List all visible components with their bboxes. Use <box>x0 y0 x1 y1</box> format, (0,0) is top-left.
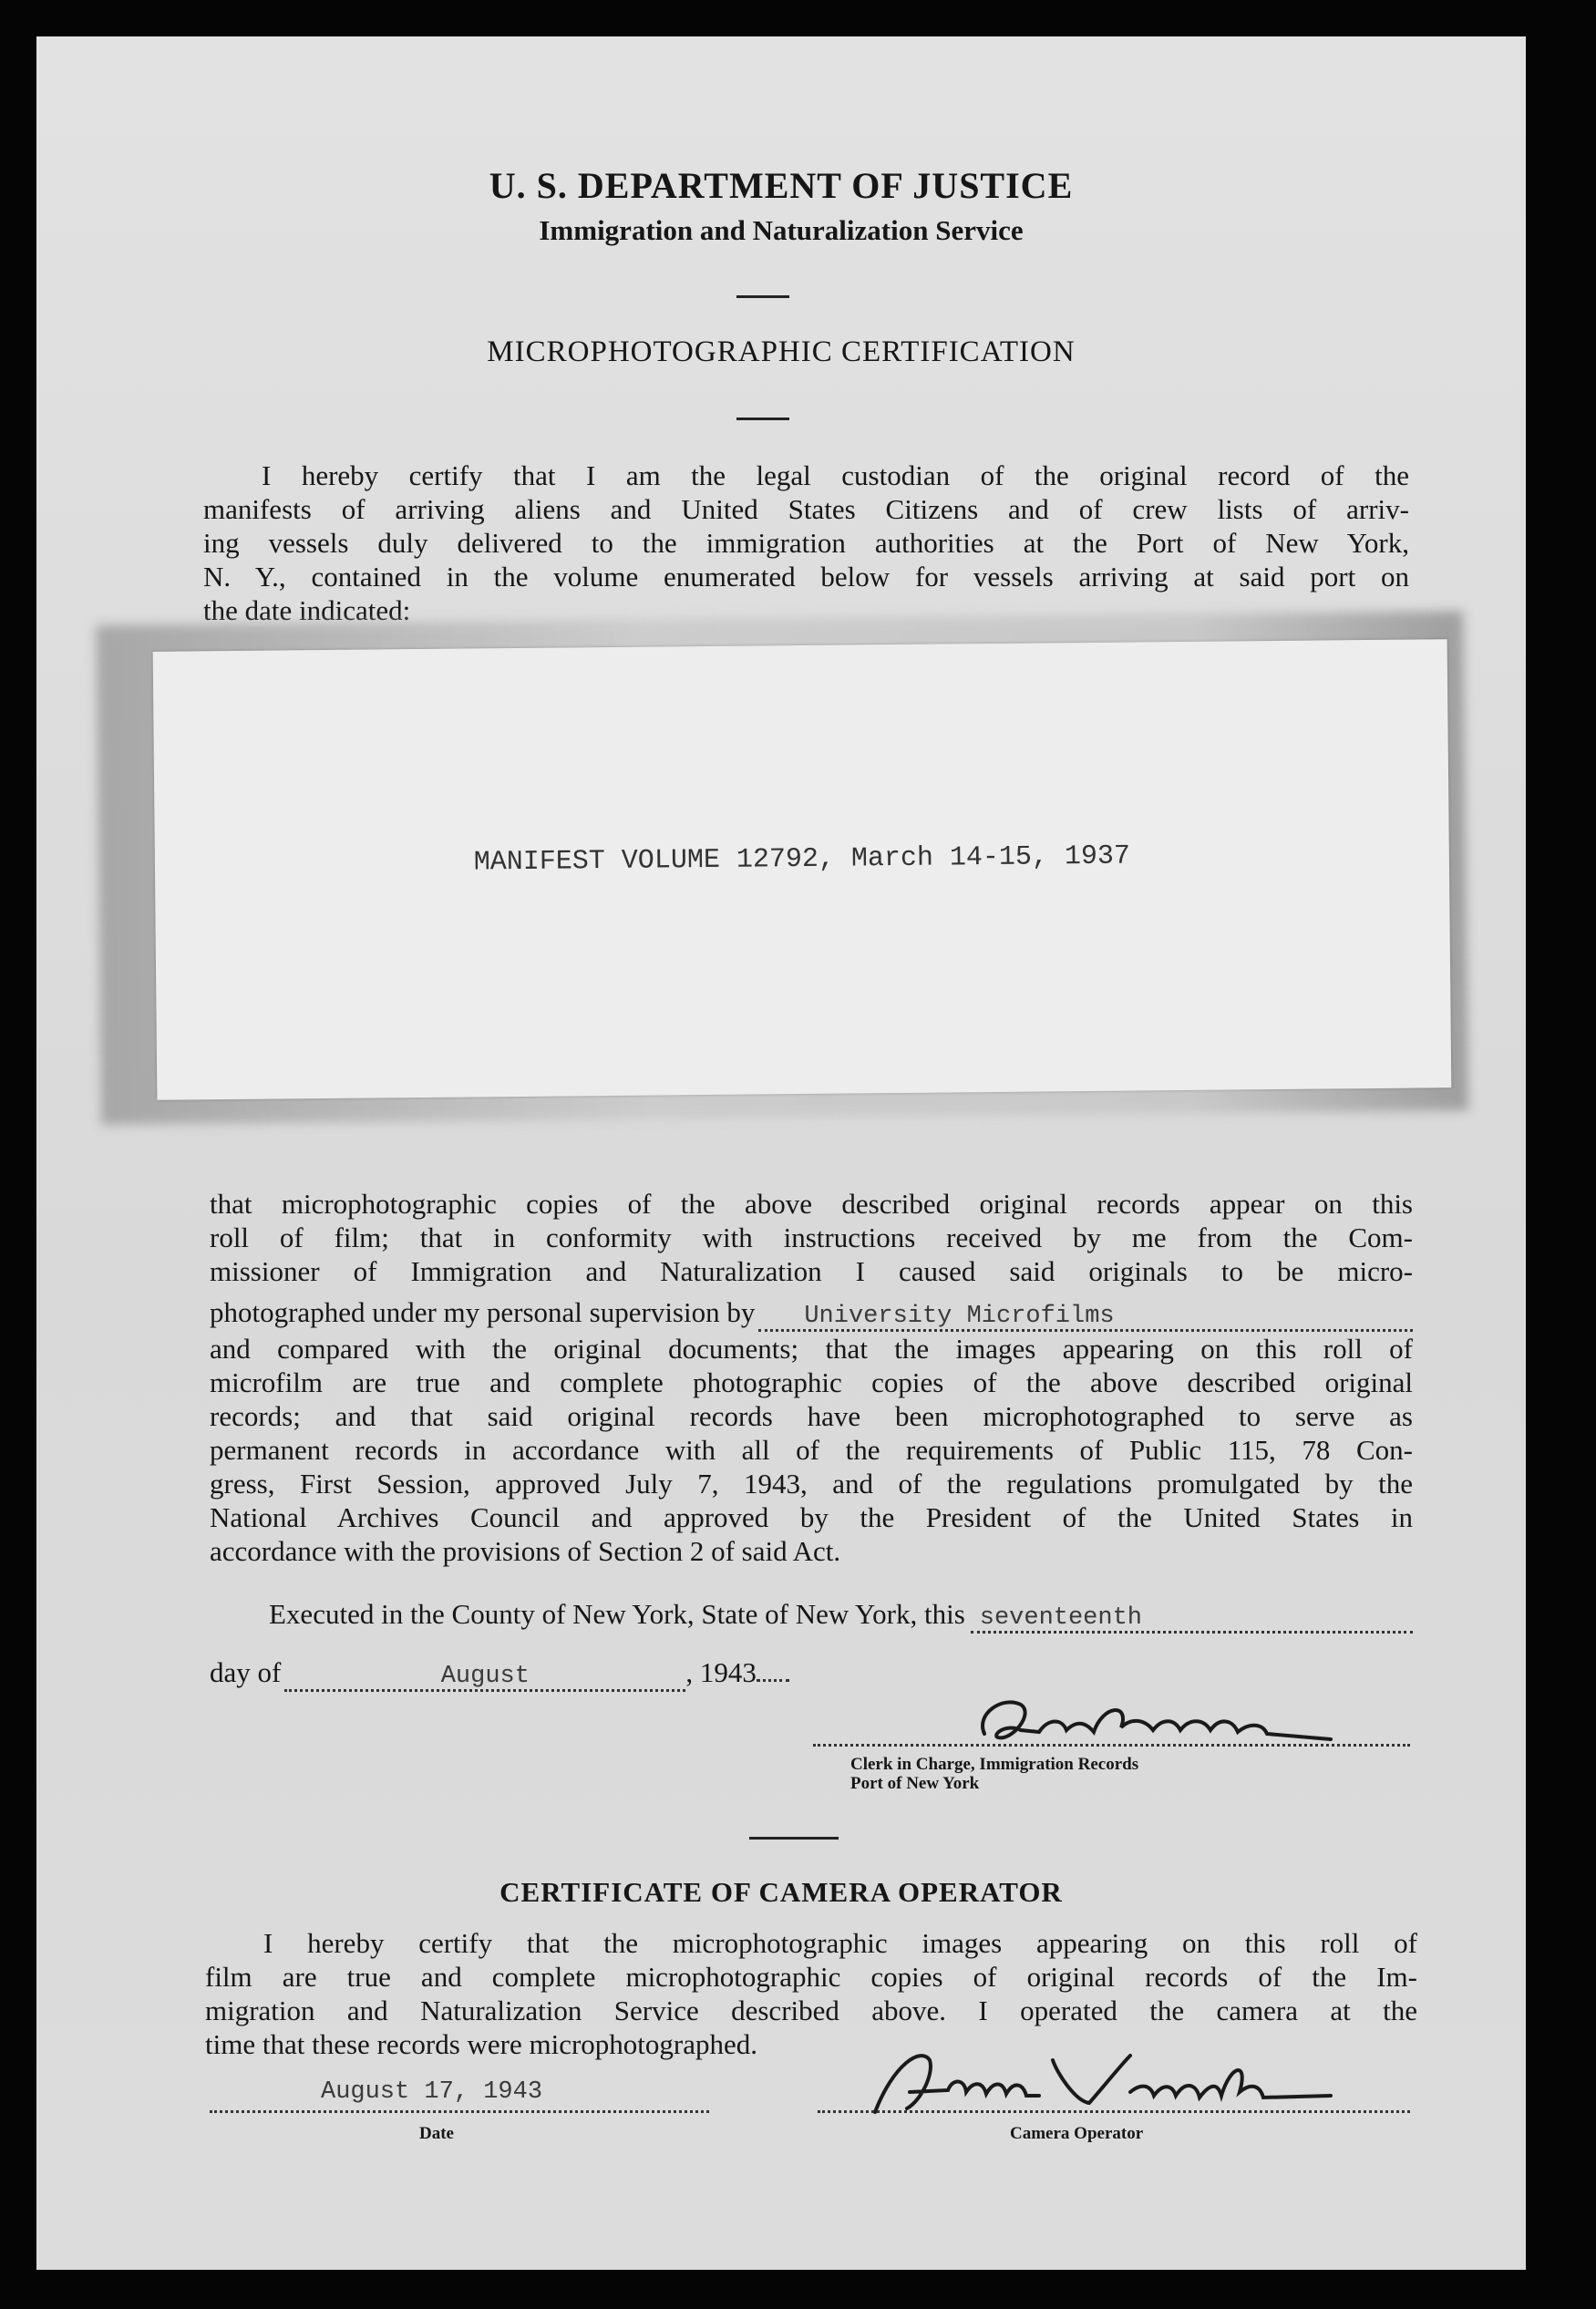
custodian-line: manifests of arriving aliens and United States Citizens and of crew lists of arriv- <box>203 493 1409 525</box>
copies-line: that microphotographic copies of the above described original records appear on this <box>210 1188 1413 1220</box>
date-caption: Date <box>419 2124 454 2143</box>
custodian-line: I hereby certify that I am the legal custodian of the original record of the <box>262 459 1409 491</box>
camera-line: film are true and complete microphotographic copies of original records of the Im- <box>205 1961 1417 1993</box>
supervision-prefix: photographed under my personal supervision by <box>210 1296 756 1328</box>
camera-operator-signature <box>857 2037 1367 2129</box>
year-dots <box>757 1679 789 1682</box>
section-divider <box>749 1837 839 1840</box>
copies-line: gress, First Session, approved July 7, 1943, and of the regulations promulgated by the <box>210 1468 1413 1500</box>
clerk-title <box>850 1755 1138 1793</box>
camera-line: I hereby certify that the microphotographic images appearing on this roll of <box>263 1927 1417 1959</box>
copies-line: National Archives Council and approved by the President of the United States in <box>210 1501 1413 1533</box>
copies-line: microfilm are true and complete photographic copies of the above described original <box>210 1366 1413 1398</box>
execution-prefix: Executed in the County of New York, State of New York, this <box>269 1598 965 1630</box>
department-heading: U. S. DEPARTMENT OF JUSTICE <box>489 165 1074 206</box>
camera-certificate-title: CERTIFICATE OF CAMERA OPERATOR <box>499 1876 1063 1908</box>
clerk-title-line: Port of New York <box>850 1774 980 1793</box>
camera-operator-caption: Camera Operator <box>1010 2124 1144 2143</box>
heading-divider-bottom <box>736 417 789 420</box>
clerk-signature-line <box>813 1744 1410 1747</box>
custodian-line: ing vessels duly delivered to the immigration authorities at the Port of New York, <box>203 527 1409 559</box>
clerk-signature <box>948 1677 1349 1759</box>
execution-line <box>269 1598 1413 1634</box>
clerk-title-line: Clerk in Charge, Immigration Records <box>850 1755 1139 1774</box>
month-value: August <box>440 1663 530 1690</box>
date-signature-line <box>210 2110 709 2113</box>
certificate-sheet <box>36 36 1526 2270</box>
supervisor-field <box>758 1300 1413 1332</box>
heading-divider-top <box>736 295 789 298</box>
day-word-field <box>971 1602 1413 1634</box>
certification-title: MICROPHOTOGRAPHIC CERTIFICATION <box>487 335 1076 368</box>
copies-line: records; and that said original records have been microphotographed to serve as <box>210 1400 1413 1432</box>
copies-line: permanent records in accordance with all of the requirements of Public 115, 78 Con- <box>210 1434 1413 1466</box>
service-subheading: Immigration and Naturalization Service <box>539 214 1024 246</box>
copies-line: accordance with the provisions of Section 2 of said Act. <box>210 1535 841 1567</box>
manifest-slip <box>153 639 1452 1100</box>
date-value: August 17, 1943 <box>321 2078 543 2106</box>
manifest-volume-text: MANIFEST VOLUME 12792, March 14-15, 1937 <box>473 840 1131 879</box>
date-line <box>210 1656 866 1692</box>
custodian-paragraph <box>203 459 1409 627</box>
day-word-value: seventeenth <box>979 1604 1142 1632</box>
month-field <box>284 1660 685 1692</box>
copies-paragraph <box>210 1187 1413 1568</box>
camera-line: time that these records were microphotographed. <box>205 2028 757 2060</box>
camera-line: migration and Naturalization Service described above. I operated the camera at the <box>205 1995 1417 2026</box>
supervision-line <box>210 1295 1413 1332</box>
camera-operator-line <box>818 2110 1410 2113</box>
year-label: , 1943 <box>685 1656 757 1688</box>
copies-line: and compared with the original documents; that the images appearing on this roll of <box>210 1333 1413 1365</box>
copies-line: roll of film; that in conformity with instructions received by me from the Com- <box>210 1222 1413 1253</box>
custodian-line: the date indicated: <box>203 594 411 626</box>
day-of-label: day of <box>210 1656 282 1688</box>
custodian-line: N. Y., contained in the volume enumerated below for vessels arriving at said port on <box>203 561 1409 593</box>
supervisor-value: University Microfilms <box>804 1303 1115 1330</box>
copies-line: missioner of Immigration and Naturalization I caused said originals to be micro- <box>210 1255 1413 1287</box>
